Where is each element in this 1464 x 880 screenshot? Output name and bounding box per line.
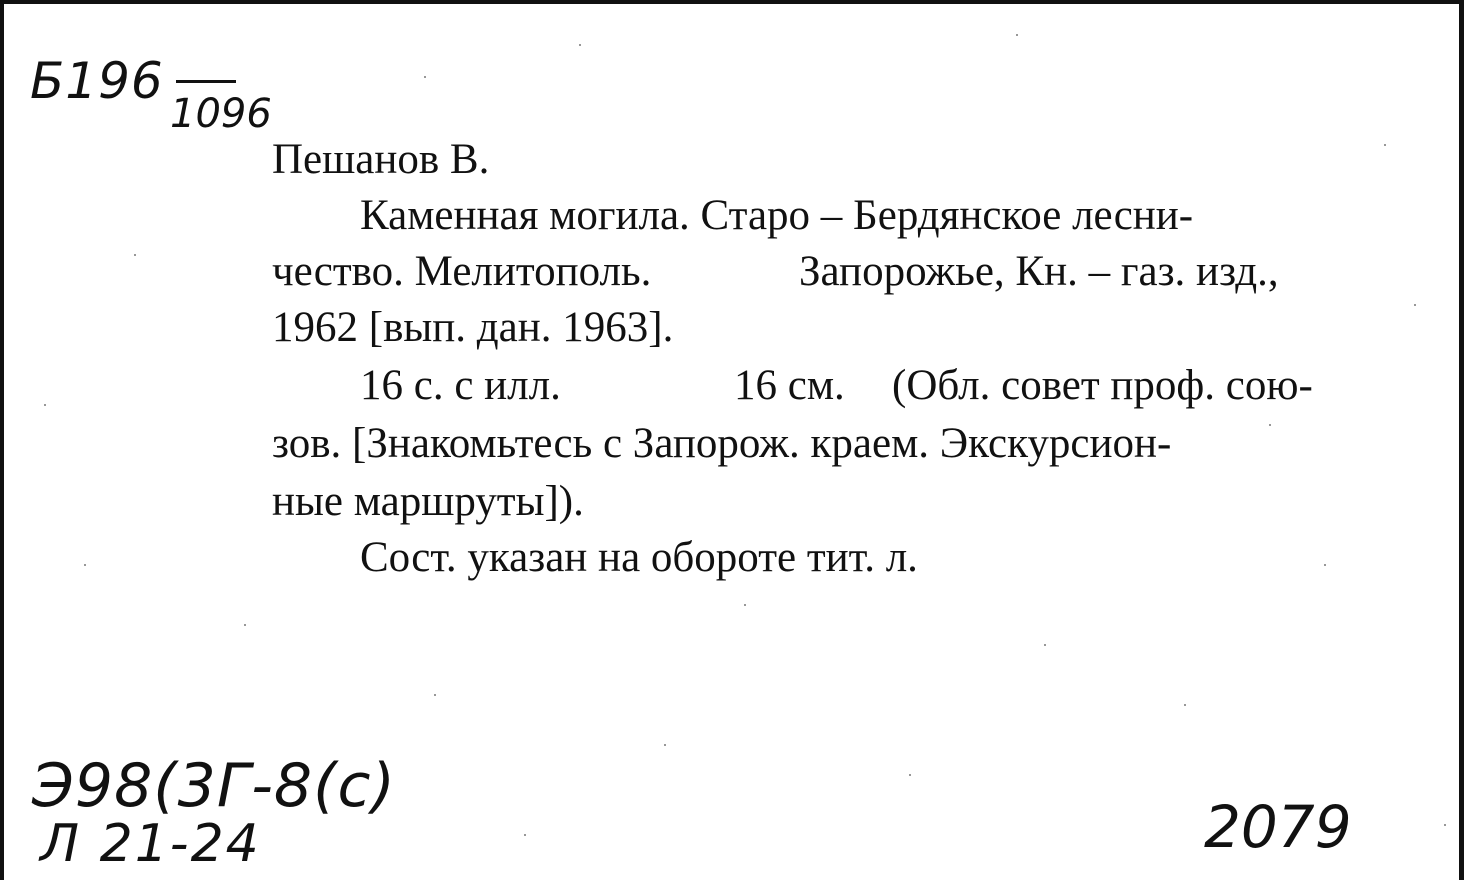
scan-speck [579,44,581,46]
series-line-1: (Обл. совет проф. сою- [892,362,1313,409]
scan-speck [1414,304,1416,306]
shelfmark-divider [176,80,236,83]
scan-speck [1269,424,1271,426]
shelfmark-bottom: Э98(3Г-8(с) [32,751,396,821]
scan-speck [134,254,136,256]
series-line-3: ные маршруты]). [272,478,584,525]
scan-speck [1016,34,1018,36]
pagination-text: 16 с. с илл. [360,362,561,409]
scan-speck [1324,564,1326,566]
author-heading: Пешанов В. [272,136,490,183]
dimensions-text: 16 см. [734,362,845,409]
scan-speck [424,76,426,78]
scan-speck [434,694,436,696]
shelfmark-sub: 1096 [170,91,272,137]
scan-speck [44,404,46,406]
shelfmark-range: Л 21-24 [40,814,261,874]
series-line-2: зов. [Знакомьтесь с Запорож. краем. Экскурсион- [272,420,1172,467]
scan-speck [1044,644,1046,646]
scan-speck [1384,144,1386,146]
scan-speck [1184,704,1186,706]
scan-speck [744,604,746,606]
publisher-text: Запорожье, Кн. – газ. изд., [799,248,1279,295]
scan-speck [1444,824,1446,826]
shelfmark-top: Б196 [30,52,164,110]
scan-speck [524,834,526,836]
note-text: Сост. указан на обороте тит. л. [360,534,918,581]
scan-speck [84,564,86,566]
scan-speck [909,774,911,776]
card-number: 2079 [1204,793,1352,861]
scan-speck [664,744,666,746]
scan-speck [244,624,246,626]
title-line-2: чество. Мелитополь. [272,248,652,295]
title-line-1: Каменная могила. Старо – Бердянское лесни- [360,192,1194,239]
publication-date: 1962 [вып. дан. 1963]. [272,304,674,351]
